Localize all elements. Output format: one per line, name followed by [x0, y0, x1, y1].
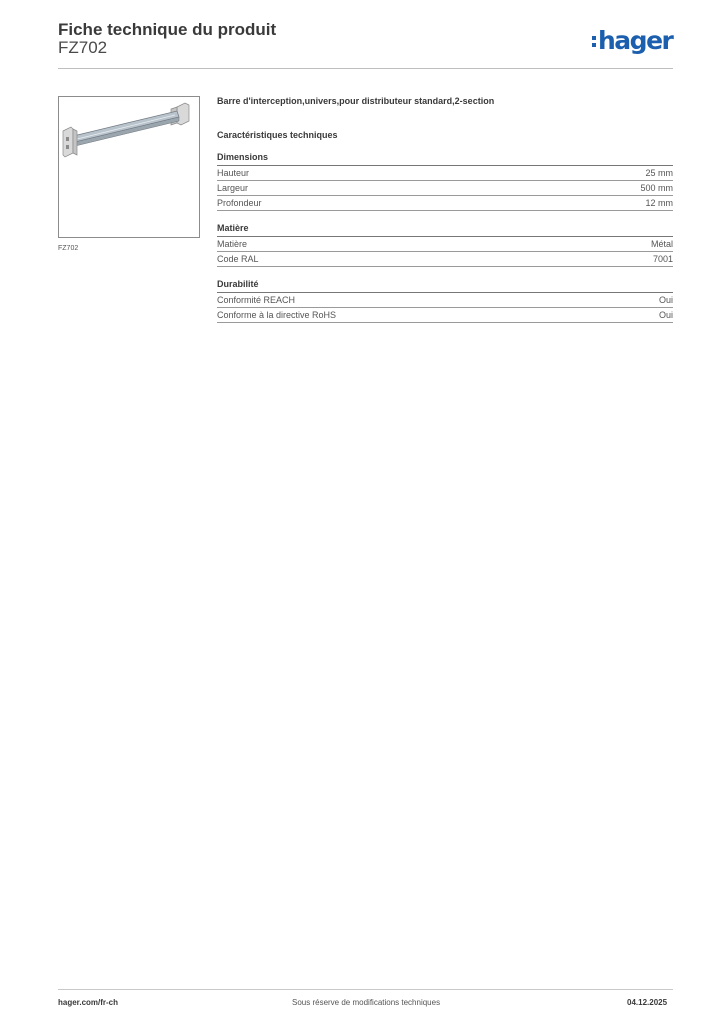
spec-group-material	[217, 223, 673, 267]
spec-label: Profondeur	[217, 198, 262, 208]
spec-value: 500 mm	[640, 183, 673, 193]
spec-label: Matière	[217, 239, 248, 249]
spec-row	[217, 293, 673, 308]
product-code: FZ702	[58, 38, 108, 57]
product-description: Barre d'interception,univers,pour distributeur standard,2-section	[217, 96, 495, 106]
spec-group-dimensions	[217, 152, 673, 211]
spec-value: Métal	[650, 239, 673, 249]
footer-note: Sous réserve de modifications techniques	[292, 998, 441, 1007]
spec-value: 12 mm	[645, 198, 673, 208]
header-divider	[58, 68, 673, 69]
logo-wordmark: hager	[598, 25, 673, 55]
spec-row	[217, 181, 673, 196]
product-content	[217, 96, 673, 323]
hager-logo	[592, 26, 672, 56]
spec-label: Code RAL	[217, 254, 259, 264]
footer-website-link[interactable]: hager.com/fr-ch	[58, 998, 119, 1007]
spec-label: Largeur	[217, 183, 249, 193]
spec-value: Oui	[658, 310, 673, 320]
spec-label: Conformité REACH	[217, 295, 296, 305]
spec-row	[217, 166, 673, 181]
spec-value: Oui	[658, 295, 673, 305]
spec-row	[217, 196, 673, 211]
spec-row	[217, 308, 673, 323]
spec-group-durability	[217, 279, 673, 323]
product-image-caption: FZ702	[58, 245, 79, 252]
footer-divider	[58, 989, 673, 990]
specs-heading: Caractéristiques techniques	[217, 130, 338, 140]
spec-row	[217, 252, 673, 267]
logo-dots-icon	[592, 36, 596, 47]
spec-group-title: Matière	[217, 223, 673, 237]
spec-group-title: Dimensions	[217, 152, 673, 166]
spec-value: 7001	[652, 254, 673, 264]
footer-date: 04.12.2025	[627, 998, 668, 1007]
spec-label: Hauteur	[217, 168, 250, 178]
product-image	[58, 96, 200, 238]
product-bar-illustration	[59, 97, 199, 237]
spec-label: Conforme à la directive RoHS	[217, 310, 337, 320]
spec-value: 25 mm	[645, 168, 673, 178]
spec-row	[217, 237, 673, 252]
page-title: Fiche technique du produit	[58, 20, 277, 39]
spec-group-title: Durabilité	[217, 279, 673, 293]
